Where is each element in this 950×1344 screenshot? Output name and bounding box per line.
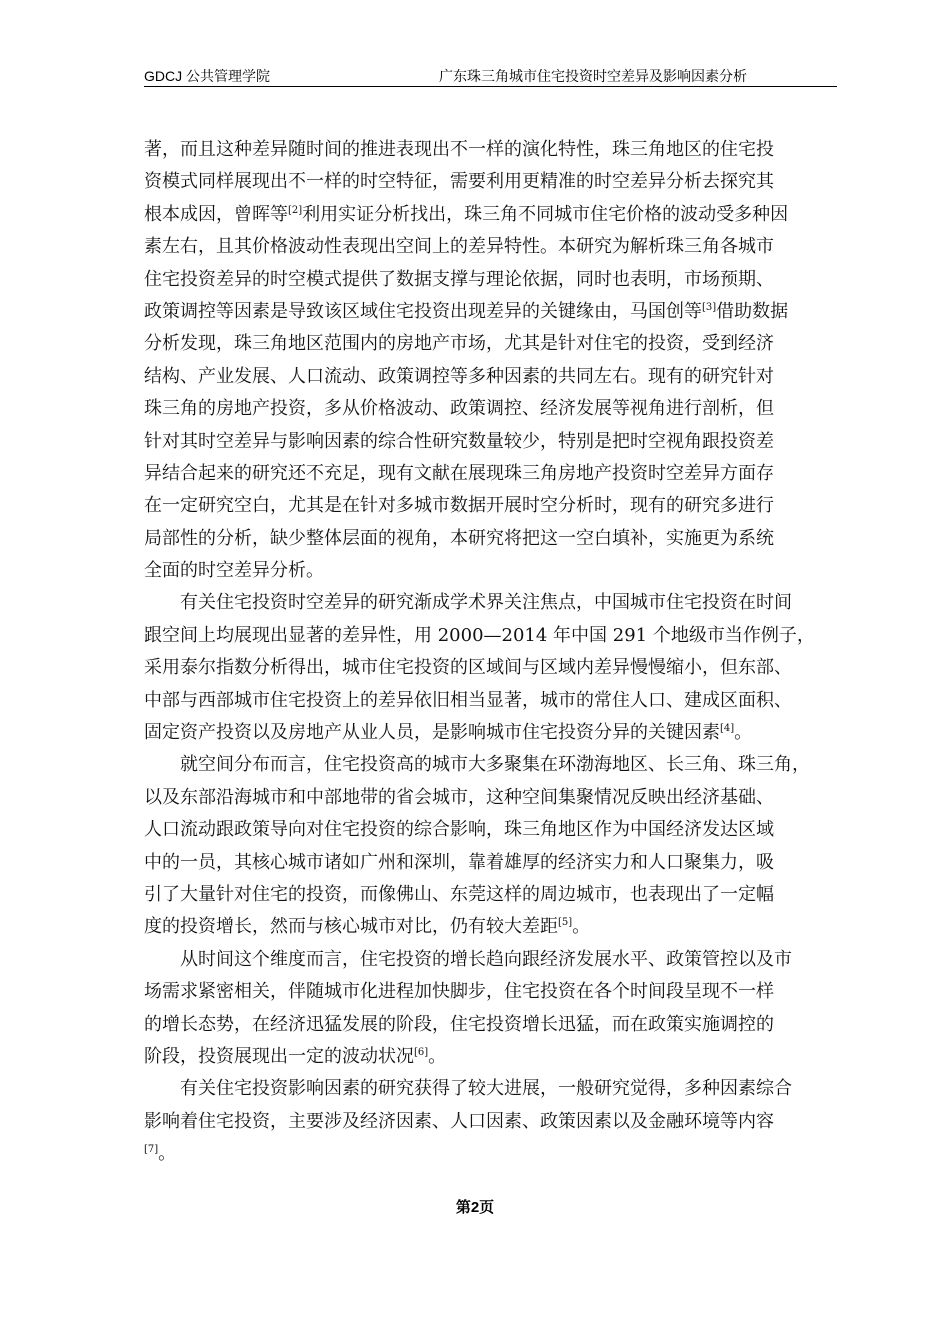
text-segment: 在一定研究空白，尤其是在针对多城市数据开展时空分析时，现有的研究多进行 — [144, 495, 774, 517]
text-segment: 影响着住宅投资，主要涉及经济因素、人口因素、政策因素以及金融环境等内容 — [144, 1110, 774, 1132]
header-divider — [144, 86, 837, 87]
text-line — [144, 1041, 837, 1073]
text-segment: 场需求紧密相关，伴随城市化进程加快脚步，住宅投资在各个时间段呈现不一样 — [144, 981, 774, 1003]
text-segment: 中的一员，其核心城市诸如广州和深圳，靠着雄厚的经济实力和人口聚集力，吸 — [144, 851, 774, 873]
text-segment: 以及东部沿海城市和中部地带的省会城市，这种空间集聚情况反映出经济基础、 — [144, 786, 774, 808]
running-header — [144, 64, 837, 86]
text-segment: 。 — [734, 722, 753, 744]
text-segment: 度的投资增长，然而与核心城市对比，仍有较大差距 — [144, 916, 558, 938]
text-segment: 借助数据 — [716, 300, 789, 322]
text-line — [144, 166, 837, 198]
text-line — [144, 944, 837, 976]
text-line — [144, 555, 837, 587]
text-segment: 中部与西部城市住宅投资上的差异依旧相当显著，城市的常住人口、建成区面积、 — [144, 689, 792, 711]
text-segment: 阶段，投资展现出一定的波动状况 — [144, 1045, 414, 1067]
text-line — [144, 814, 837, 846]
text-line — [144, 879, 837, 911]
text-line — [144, 328, 837, 360]
text-line — [144, 393, 837, 425]
citation-marker: [5] — [558, 917, 573, 929]
text-segment: 政策调控等因素是导致该区域住宅投资出现差异的关键缘由，马国创等 — [144, 300, 702, 322]
text-segment: 从时间这个维度而言，住宅投资的增长趋向跟经济发展水平、政策管控以及市 — [180, 948, 792, 970]
text-line — [144, 523, 837, 555]
text-line — [144, 685, 837, 717]
text-line — [144, 231, 837, 263]
text-line — [144, 296, 837, 328]
text-line — [144, 361, 837, 393]
text-segment: 。 — [428, 1045, 447, 1067]
text-line — [144, 749, 837, 781]
text-line — [144, 782, 837, 814]
text-segment: 素左右，且其价格波动性表现出空间上的差异特性。本研究为解析珠三角各城市 — [144, 236, 774, 258]
text-line — [144, 490, 837, 522]
text-line — [144, 717, 837, 749]
citation-marker: [7] — [144, 1144, 159, 1156]
citation-marker: [6] — [414, 1046, 429, 1058]
citation-marker: [2] — [288, 204, 303, 216]
text-segment: 利用实证分析找出，珠三角不同城市住宅价格的波动受多种因 — [302, 203, 789, 225]
text-segment: 局部性的分析，缺少整体层面的视角，本研究将把这一空白填补，实施更为系统 — [144, 527, 774, 549]
text-line — [144, 620, 837, 652]
text-segment: 著，而且这种差异随时间的推进表现出不一样的演化特性，珠三角地区的住宅投 — [144, 139, 774, 160]
text-segment: 根本成因，曾晖等 — [144, 203, 288, 225]
text-line — [144, 1009, 837, 1041]
text-segment: 珠三角的房地产投资，多从价格波动、政策调控、经济发展等视角进行剖析，但 — [144, 398, 774, 420]
citation-marker: [4] — [720, 723, 735, 735]
text-segment: 采用泰尔指数分析得出，城市住宅投资的区域间与区域内差异慢慢缩小，但东部、 — [144, 657, 792, 679]
text-line — [144, 426, 837, 458]
body-text — [144, 134, 837, 1171]
text-line — [144, 652, 837, 684]
text-segment: 的增长态势，在经济迅猛发展的阶段，住宅投资增长迅猛，而在政策实施调控的 — [144, 1013, 774, 1035]
text-segment: 就空间分布而言，住宅投资高的城市大多聚集在环渤海地区、长三角、珠三角， — [180, 754, 810, 776]
citation-marker: [3] — [702, 301, 717, 313]
page-number: 第2页 — [455, 1199, 495, 1216]
text-segment: 结构、产业发展、人口流动、政策调控等多种因素的共同左右。现有的研究针对 — [144, 365, 774, 387]
text-line — [144, 1138, 837, 1170]
text-segment: 跟空间上均展现出显著的差异性，用 2000—2014 年中国 291 个地级市当作例子， — [144, 624, 815, 646]
text-segment: 有关住宅投资时空差异的研究渐成学术界关注焦点，中国城市住宅投资在时间 — [180, 592, 792, 614]
text-line — [144, 264, 837, 296]
text-segment: 住宅投资差异的时空模式提供了数据支撑与理论依据，同时也表明，市场预期、 — [144, 268, 774, 290]
text-segment: 针对其时空差异与影响因素的综合性研究数量较少，特别是把时空视角跟投资差 — [144, 430, 774, 452]
text-segment: 全面的时空差异分析。 — [144, 560, 324, 582]
text-line — [144, 134, 837, 166]
text-segment: 异结合起来的研究还不充足，现有文献在展现珠三角房地产投资时空差异方面存 — [144, 462, 774, 484]
text-line — [144, 587, 837, 619]
text-segment: 分析发现，珠三角地区范围内的房地产市场，尤其是针对住宅的投资，受到经济 — [144, 333, 774, 355]
text-segment: 引了大量针对住宅的投资，而像佛山、东莞这样的周边城市，也表现出了一定幅 — [144, 883, 774, 905]
text-segment: 人口流动跟政策导向对住宅投资的综合影响，珠三角地区作为中国经济发达区域 — [144, 819, 774, 841]
text-line — [144, 847, 837, 879]
text-line — [144, 458, 837, 490]
text-line — [144, 1106, 837, 1138]
text-segment: 有关住宅投资影响因素的研究获得了较大进展，一般研究觉得，多种因素综合 — [180, 1078, 792, 1100]
text-line — [144, 911, 837, 943]
text-segment: 资模式同样展现出不一样的时空特征，需要利用更精准的时空差异分析去探究其 — [144, 171, 774, 193]
header-title: 广东珠三角城市住宅投资时空差异及影响因素分析 — [439, 68, 747, 84]
text-line — [144, 199, 837, 231]
text-segment: 固定资产投资以及房地产从业人员，是影响城市住宅投资分异的关键因素 — [144, 722, 720, 744]
text-segment: 。 — [572, 916, 591, 938]
text-segment: 。 — [158, 1143, 177, 1165]
text-line — [144, 976, 837, 1008]
text-line — [144, 1073, 837, 1105]
header-institution: GDCJ 公共管理学院 — [144, 68, 270, 84]
